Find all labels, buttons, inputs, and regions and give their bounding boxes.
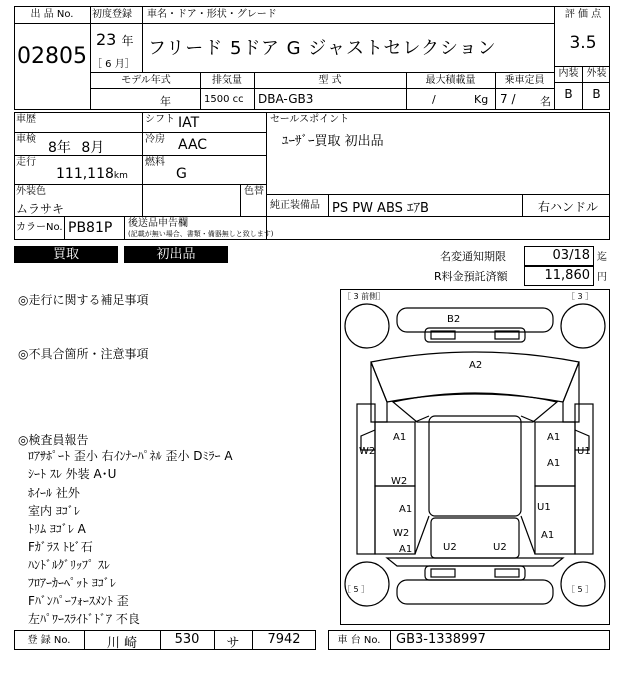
color-change-label: 色替 [244,186,264,197]
damage-mark: W2 [391,476,408,487]
inspector-line: ﾎｲｰﾙ 社外 [28,486,80,500]
fuel-value: G [176,166,187,182]
diagram-corner-label: ［ 5 ］ [343,585,370,594]
ac-value: AAC [178,137,208,153]
capacity-unit: 名 [540,95,551,108]
equipment-label: 純正装備品 [270,200,320,211]
steering-value: 右ハンドル [537,200,598,214]
badge-first-listing: 初出品 [124,246,228,263]
lot-number: 02805 [17,44,87,69]
docs-note: (記載が無い場合、書類・備器無しと致します) [128,230,274,238]
damage-mark: W2 [359,446,376,457]
recycle-suffix: 円 [597,272,607,283]
diagram-corner-label: ［ 3 ］ [567,292,594,301]
lot-label: 出 品 No. [30,9,74,20]
history-label: 車歴 [16,114,36,125]
interior-grade: B [564,87,573,101]
registration-area: 川 崎 [106,636,138,651]
inspector-line: Fｶﾞﾗｽ ﾄﾋﾞ石 [28,540,93,554]
damage-mark: A1 [547,432,561,443]
first-reg-label: 初度登録 [92,9,132,20]
inspection-value: 8年 8月 [48,140,105,156]
damage-mark: A1 [541,530,555,541]
model-code: DBA-GB3 [258,92,314,106]
color-no-label: カラーNo. [16,222,63,233]
rating-value: 3.5 [569,33,597,53]
car-diagram [340,289,610,625]
diagram-corner-label: ［ 5 ］ [567,585,594,594]
mileage-value: 111,118km [56,166,128,182]
chassis-label: 車 台 No. [337,635,381,646]
damage-mark: U1 [577,446,591,457]
color-no-value: PB81P [68,220,113,236]
badge-buy: 買取 [14,246,118,263]
docs-label: 後送品申告欄 [128,218,188,229]
exterior-grade: B [592,87,601,101]
chassis-number: GB3-1338997 [396,632,486,647]
fuel-label: 燃料 [145,157,165,168]
defect-notes-heading: ◎不具合箇所・注意事項 [18,347,149,361]
inspection-label: 車検 [16,134,36,145]
ac-label: 冷房 [145,134,165,145]
inspector-line: 室内 ﾖｺﾞﾚ [28,504,80,518]
damage-mark: U1 [537,502,551,513]
shift-label: シフト [145,114,175,125]
inspector-line: 左ﾊﾟﾜｰｽﾗｲﾄﾞﾄﾞｱ 不良 [28,612,140,626]
model-year-label: モデル年式 [121,75,171,86]
notice-value: 03/18 [552,248,590,263]
mileage-label: 走行 [16,157,36,168]
rating-label: 評 価 点 [564,9,602,20]
sales-point-value: ﾕｰｻﾞｰ買取 初出品 [282,134,384,149]
inspector-line: ﾌﾛｱｰｶｰﾍﾟｯﾄ ﾖｺﾞﾚ [28,576,116,590]
inspector-line: ｼｰﾄ ｽﾚ 外装 A･U [28,467,117,481]
color-value: ムラサキ [16,202,65,216]
interior-label: 内装 [558,68,579,79]
recycle-value: 11,860 [544,268,590,283]
registration-label: 登 録 No. [27,635,71,646]
driving-notes-heading: ◎走行に関する補足事項 [18,293,149,307]
notice-suffix: 迄 [597,252,607,263]
displacement-label: 排気量 [212,75,242,86]
shift-value: IAT [178,115,200,131]
damage-mark: A1 [393,432,407,443]
notice-label: 名変通知期限 [440,250,506,263]
inspector-line: ﾄﾘﾑ ﾖｺﾞﾚ A [28,522,86,536]
damage-mark: A1 [399,504,413,515]
inspector-line: ﾊﾝﾄﾞﾙｸﾞﾘｯﾌﾟ ｽﾚ [28,558,110,572]
sales-point-label: セールスポイント [270,114,350,125]
model-year-unit: 年 [160,95,171,108]
damage-mark: A1 [399,544,413,555]
equipment-value: PS PW ABS ｴｱB [332,201,429,216]
car-name-label: 車名・ドア・形状・グレード [147,9,277,20]
damage-mark: W2 [393,528,410,539]
diagram-corner-label: ［ 3 前側］ [343,292,386,301]
registration-class: 530 [174,632,200,647]
displacement-value: 1500 cc [204,94,244,105]
registration-number: 7942 [267,632,301,647]
damage-mark: A1 [547,458,561,469]
max-load-slash: / [432,93,436,106]
max-load-unit: Kg [474,93,489,106]
type-label: 型 式 [318,75,342,86]
damage-mark: A2 [469,360,483,371]
first-reg-month: ［ 6 月］ [92,59,135,70]
capacity-value: 7 / [500,92,516,106]
damage-mark: B2 [447,314,461,325]
car-name: フリード 5ドア G ジャストセレクション [148,38,497,59]
inspector-line: Fﾊﾞﾝﾊﾟｰﾌｫｰｽﾒﾝﾄ 歪 [28,594,129,608]
inspector-line: ﾛｱｻﾎﾟｰﾄ 歪小 右ｲﾝﾅｰﾊﾟﾈﾙ 歪小 Dﾐﾗｰ A [28,449,233,463]
inspector-report-heading: ◎検査員報告 [18,433,89,447]
damage-mark: U2 [443,542,457,553]
capacity-label: 乗車定員 [504,75,545,86]
recycle-label: R料金預託済額 [434,270,508,283]
max-load-label: 最大積載量 [425,75,476,86]
first-reg-year: 23 年 [96,30,134,49]
color-label: 外装色 [16,186,46,197]
exterior-label: 外装 [586,68,607,79]
damage-mark: U2 [493,542,507,553]
registration-kana: サ [226,636,240,651]
